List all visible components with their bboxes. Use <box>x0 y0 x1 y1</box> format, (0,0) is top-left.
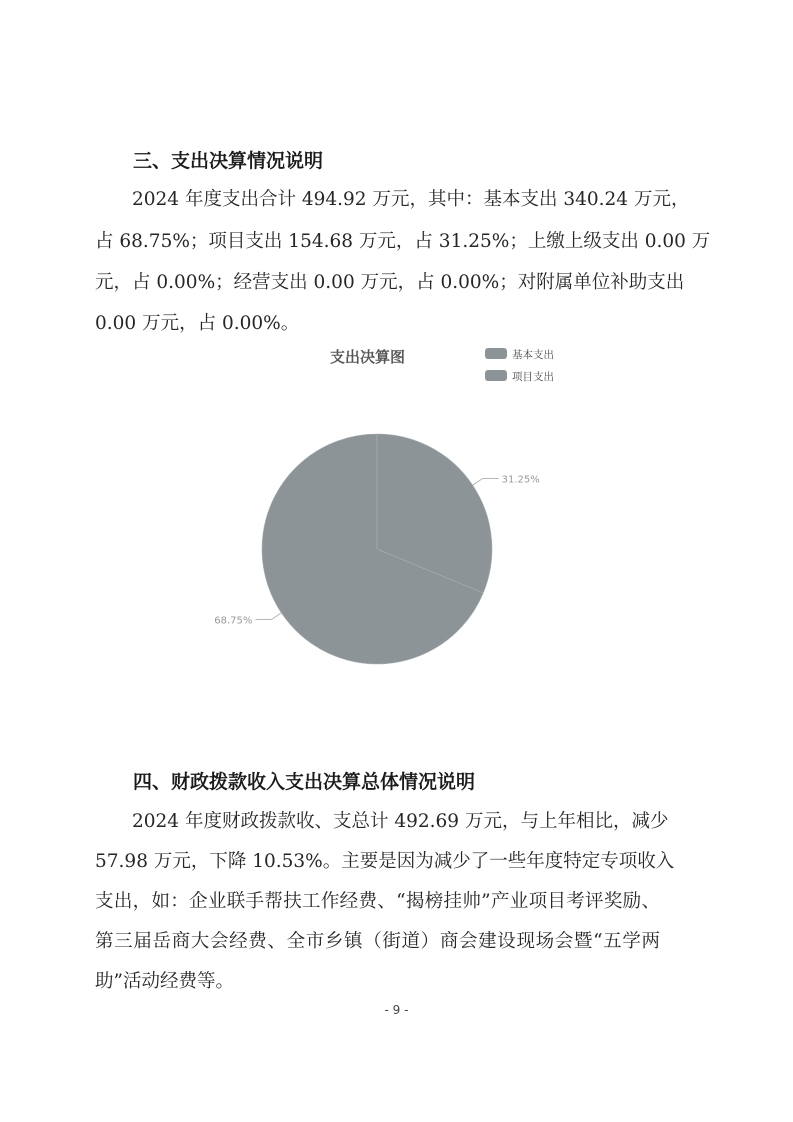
chart-title: 支出决算图 <box>330 348 406 366</box>
section-heading-expenditure: 三、支出决算情况说明 <box>133 150 324 172</box>
legend-swatch <box>485 348 507 359</box>
section-heading-fiscal-allocation: 四、财政拨款收入支出决算总体情况说明 <box>133 771 476 793</box>
paragraph-line: 0.00 万元，占 0.00%。 <box>95 313 300 334</box>
paragraph-line: 57.98 万元，下降 10.53%。主要是因为减少了一些年度特定专项收入 <box>95 851 675 872</box>
legend-label: 项目支出 <box>512 371 554 383</box>
slice-percent-label: 68.75% <box>214 615 253 627</box>
paragraph-line: 占 68.75%；项目支出 154.68 万元，占 31.25%；上缴上级支出 0.00 万 <box>95 231 711 252</box>
slice-percent-label: 31.25% <box>501 474 540 486</box>
paragraph-line: 2024 年度支出合计 494.92 万元，其中：基本支出 340.24 万元， <box>132 189 690 210</box>
pie-slices <box>262 434 492 664</box>
paragraph-line: 支出，如：企业联手帮扶工作经费、“揭榜挂帅”产业项目考评奖励、 <box>95 891 660 912</box>
paragraph-line: 助”活动经费等。 <box>95 971 234 992</box>
legend-swatch <box>485 370 507 381</box>
expenditure-pie-chart <box>180 338 620 678</box>
chart-legend <box>485 348 554 383</box>
label-leader-line <box>255 613 281 620</box>
legend-label: 基本支出 <box>512 349 554 361</box>
paragraph-line: 元，占 0.00%；经营支出 0.00 万元，占 0.00%；对附属单位补助支出 <box>95 272 685 293</box>
page-number: - 9 - <box>384 1003 409 1017</box>
paragraph-line: 2024 年度财政拨款收、支总计 492.69 万元，与上年相比，减少 <box>132 811 669 832</box>
label-leader-line <box>473 478 499 485</box>
paragraph-line: 第三届岳商大会经费、全市乡镇（街道）商会建设现场会暨“五学两 <box>95 931 660 952</box>
